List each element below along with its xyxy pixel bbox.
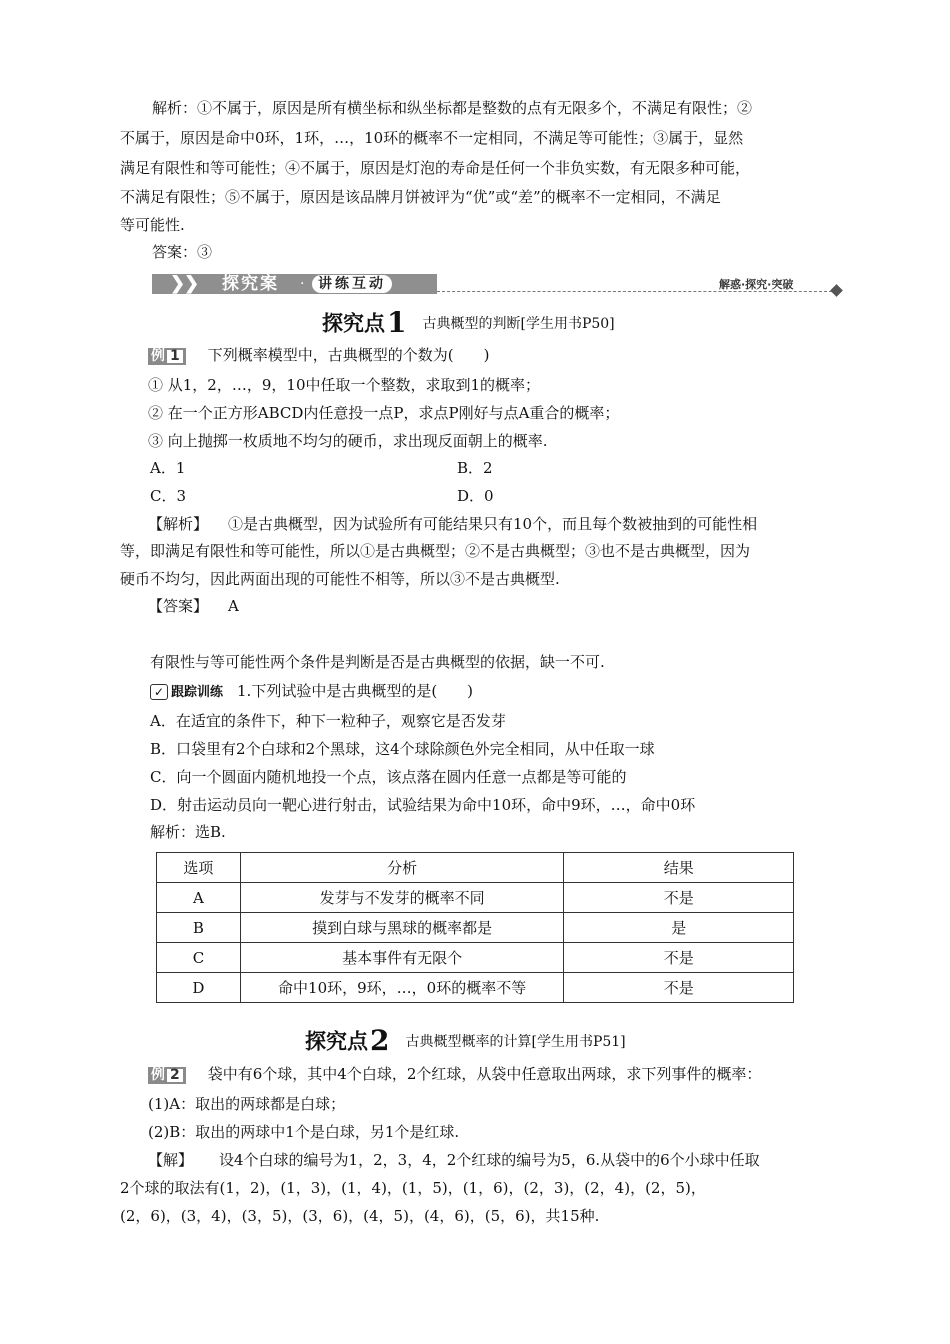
table-cell: 命中10环，9环，…，0环的概率不等 [240,973,564,1003]
example-1-item-1: ① 从1，2，…，9，10中任取一个整数，求取到1的概率； [148,376,541,394]
table-header: 结果 [564,853,794,883]
example-badge-label: 例 [151,348,165,364]
banner-tagline: 解惑·探究·突破 [719,278,794,291]
example-2-item-1: (1)A：取出的两球都是白球； [148,1095,346,1113]
section-1-label: 探究点 [322,311,385,336]
table-cell: 基本事件有无限个 [240,943,564,973]
example-2-question-row [148,1062,868,1086]
training-badge [150,681,223,705]
example-1-option-a: A．1 [150,459,186,477]
example-1-analysis-2: 等，即满足有限性和等可能性，所以①是古典概型；②不是古典概型；③也不是古典概型，因为 [120,542,751,560]
section-2-label: 探究点 [305,1029,368,1054]
example-1-option-d: D．0 [457,487,494,505]
table-cell: 发芽与不发芽的概率不同 [240,883,564,913]
training-option-a: A．在适宜的条件下，种下一粒种子，观察它是否发芽 [150,712,506,730]
table-row [157,883,794,913]
diamond-icon [830,284,843,297]
table-cell: C [157,943,241,973]
analysis-table [156,852,794,1003]
example-1-badge [148,348,186,365]
training-option-d: D．射击运动员向一靶心进行射击，试验结果为命中10环，命中9环，…，命中0环 [150,796,696,814]
banner-dot: · [300,276,305,292]
example-badge-label: 例 [151,1067,165,1083]
example-1-option-b: B．2 [457,459,493,477]
chevron-right-icon: ❯ [184,273,200,294]
section-banner [152,274,842,294]
example-2-question: 袋中有6个球，其中4个白球，2个红球，从袋中任意取出两球，求下列事件的概率： [207,1065,762,1083]
banner-main-label: 探究案 [222,274,279,294]
example-2-solution-3: (2，6)，(3，4)，(3，5)，(3，6)，(4，5)，(4，6)，(5，6)，共15种. [120,1207,600,1225]
table-header: 选项 [157,853,241,883]
example-1-answer-row [148,594,868,618]
section-1-title [322,306,615,339]
example-1-question: 下列概率模型中，古典概型的个数为( ) [207,346,490,364]
training-analysis: 解析：选B. [150,823,226,841]
table-cell: D [157,973,241,1003]
example-1-answer: A [228,597,239,615]
top-analysis-line-5: 等可能性. [120,216,185,234]
table-cell: B [157,913,241,943]
training-question-row [150,679,870,705]
banner-pill-label: 讲练互动 [312,275,392,293]
table-header: 分析 [240,853,564,883]
table-cell: 不是 [564,943,794,973]
section-2-number: 2 [370,1024,390,1057]
top-answer: 答案：③ [152,243,213,261]
training-badge-label: 跟踪训练 [171,685,224,700]
example-1-item-2: ② 在一个正方形ABCD内任意投一点P，求点P刚好与点A重合的概率； [148,404,620,422]
table-cell: 不是 [564,883,794,913]
example-1-summary: 有限性与等可能性两个条件是判断是否是古典概型的依据，缺一不可. [150,653,605,671]
top-analysis-line-4: 不满足有限性；⑤不属于，原因是该品牌月饼被评为“优”或“差”的概率不一定相同，不满足 [120,188,721,206]
example-1-analysis-3: 硬币不均匀，因此两面出现的可能性不相等，所以③不是古典概型. [120,570,560,588]
training-option-c: C．向一个圆面内随机地投一个点，该点落在圆内任意一点都是等可能的 [150,768,627,786]
table-cell: A [157,883,241,913]
example-2-solution-2: 2个球的取法有(1，2)，(1，3)，(1，4)，(1，5)，(1，6)，(2，3)，(2，4)，(2，5)， [120,1179,706,1197]
analysis-label: 【解析】 [148,515,209,533]
example-badge-number: 2 [167,1069,183,1082]
example-2-solution-1: 设4个白球的编号为1，2，3，4，2个红球的编号为5，6.从袋中的6个小球中任取 [219,1151,760,1169]
table-cell: 摸到白球与黑球的概率都是 [240,913,564,943]
answer-label: 【答案】 [148,597,209,615]
chevron-right-icon: ❯ [170,273,186,294]
example-1-analysis-row [148,512,868,536]
section-2-subtitle: 古典概型概率的计算[学生用书P51] [405,1033,626,1050]
section-2-title [305,1024,626,1057]
training-option-b: B．口袋里有2个白球和2个黑球，这4个球除颜色外完全相同，从中任取一球 [150,740,655,758]
training-question: 1.下列试验中是古典概型的是( ) [237,682,474,700]
example-1-analysis-1: ①是古典概型，因为试验所有可能结果只有10个，而且每个数被抽到的可能性相 [228,515,758,533]
solution-label: 【解】 [148,1151,194,1169]
section-1-number: 1 [387,306,407,339]
top-analysis-line-3: 满足有限性和等可能性；④不属于，原因是灯泡的寿命是任何一个非负实数，有无限多种可能， [120,159,751,177]
example-2-item-2: (2)B：取出的两球中1个是白球，另1个是红球. [148,1123,460,1141]
top-analysis-line-2: 不属于，原因是命中0环，1环，…，10环的概率不一定相同，不满足等可能性；③属于，显然 [120,129,744,147]
example-badge-number: 1 [167,350,183,363]
example-1-item-3: ③ 向上抛掷一枚质地不均匀的硬币，求出现反面朝上的概率. [148,432,548,450]
top-analysis-line-1: 解析：①不属于，原因是所有横坐标和纵坐标都是整数的点有无限多个，不满足有限性；② [152,99,753,117]
table-row [157,973,794,1003]
table-cell: 不是 [564,973,794,1003]
table-row [157,943,794,973]
section-1-subtitle: 古典概型的判断[学生用书P50] [422,315,615,332]
table-row [157,913,794,943]
example-2-badge [148,1067,186,1084]
example-1-question-row [148,343,868,367]
example-2-solution-row [148,1148,868,1172]
example-1-option-c: C．3 [150,487,187,505]
table-cell: 是 [564,913,794,943]
check-icon: ✓ [150,684,168,700]
table-header-row [157,853,794,883]
